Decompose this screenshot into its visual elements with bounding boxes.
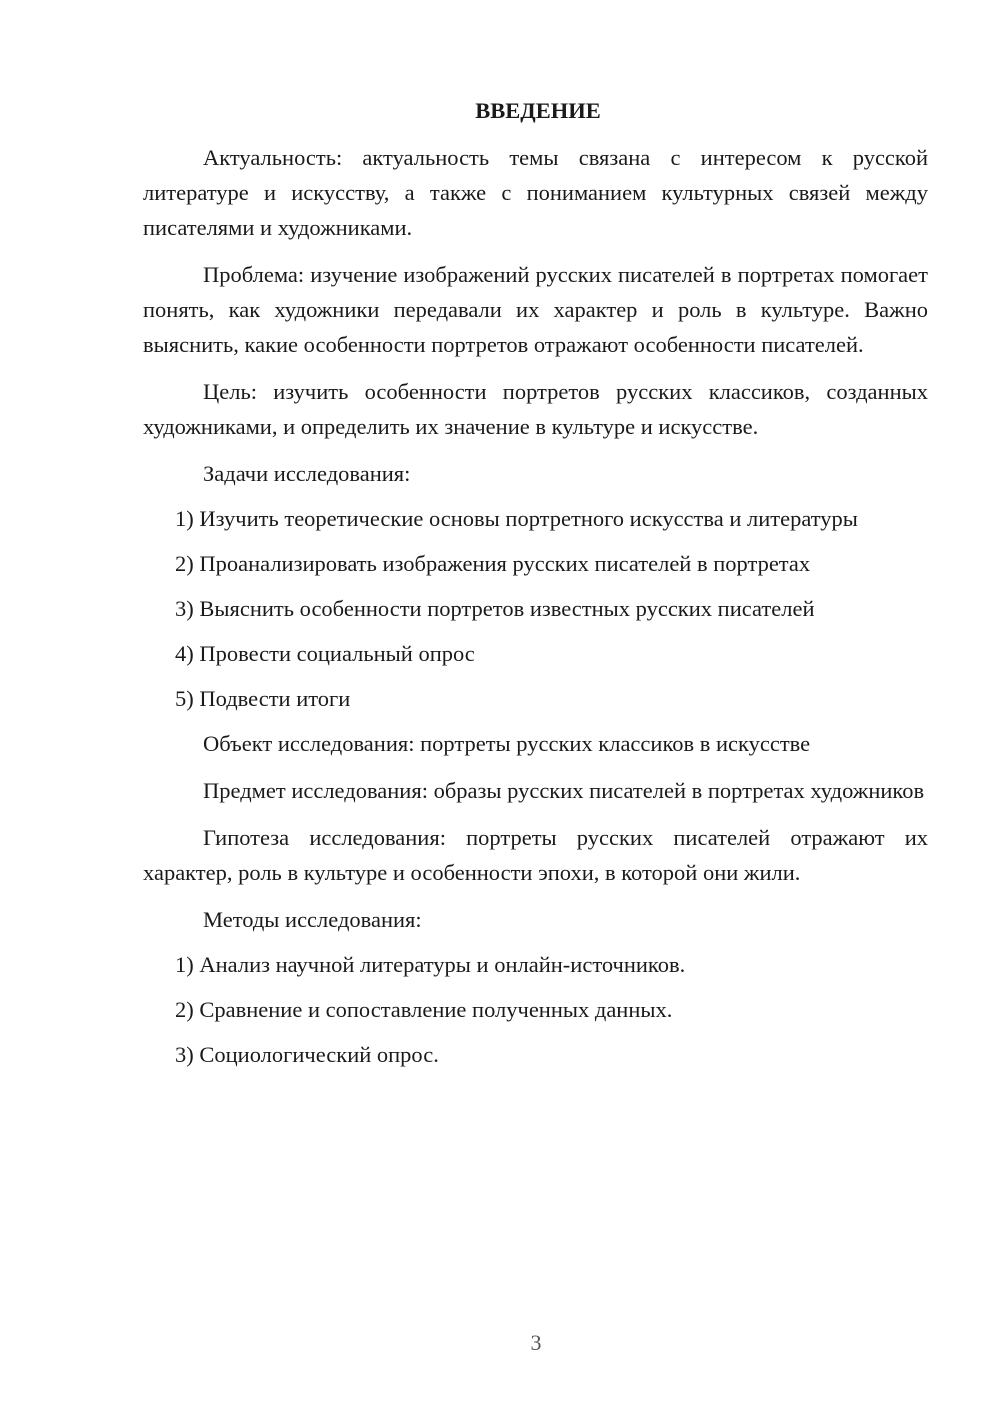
methods-heading: Методы исследования: — [203, 907, 422, 932]
page-body — [143, 93, 928, 1082]
task-item-4: 4) Провести социальный опрос — [175, 641, 475, 666]
method-item-1: 1) Анализ научной литературы и онлайн-источников. — [175, 952, 686, 977]
hypothesis-paragraph: Гипотеза исследования: портреты русских писателей отражают их характер, роль в культуре и особенности эпохи, в которой они жили. — [143, 825, 928, 885]
page-title: ВВЕДЕНИЕ — [475, 98, 601, 123]
task-item-5: 5) Подвести итоги — [175, 686, 351, 711]
problem-paragraph: Проблема: изучение изображений русских писателей в портретах помогает понять, как художники передавали их характер и роль в культуре. Важно выяснить, какие особенности портретов отражают особенности писателей. — [143, 262, 928, 357]
tasks-heading: Задачи исследования: — [203, 461, 411, 486]
page-number: 3 — [530, 1330, 542, 1355]
subject-paragraph: Предмет исследования: образы русских писателей в портретах художников — [203, 778, 925, 803]
method-item-2: 2) Сравнение и сопоставление полученных данных. — [175, 997, 673, 1022]
goal-paragraph: Цель: изучить особенности портретов русских классиков, созданных художниками, и определить их значение в культуре и искусстве. — [143, 379, 928, 439]
task-item-3: 3) Выяснить особенности портретов известных русских писателей — [175, 596, 815, 621]
task-item-1: 1) Изучить теоретические основы портретного искусства и литературы — [175, 506, 858, 531]
relevance-paragraph: Актуальность: актуальность темы связана с интересом к русской литературе и искусству, а также с пониманием культурных связей между писателями и художниками. — [143, 145, 928, 240]
task-item-2: 2) Проанализировать изображения русских писателей в портретах — [175, 551, 811, 576]
object-paragraph: Объект исследования: портреты русских классиков в искусстве — [203, 731, 811, 756]
method-item-3: 3) Социологический опрос. — [175, 1042, 439, 1067]
